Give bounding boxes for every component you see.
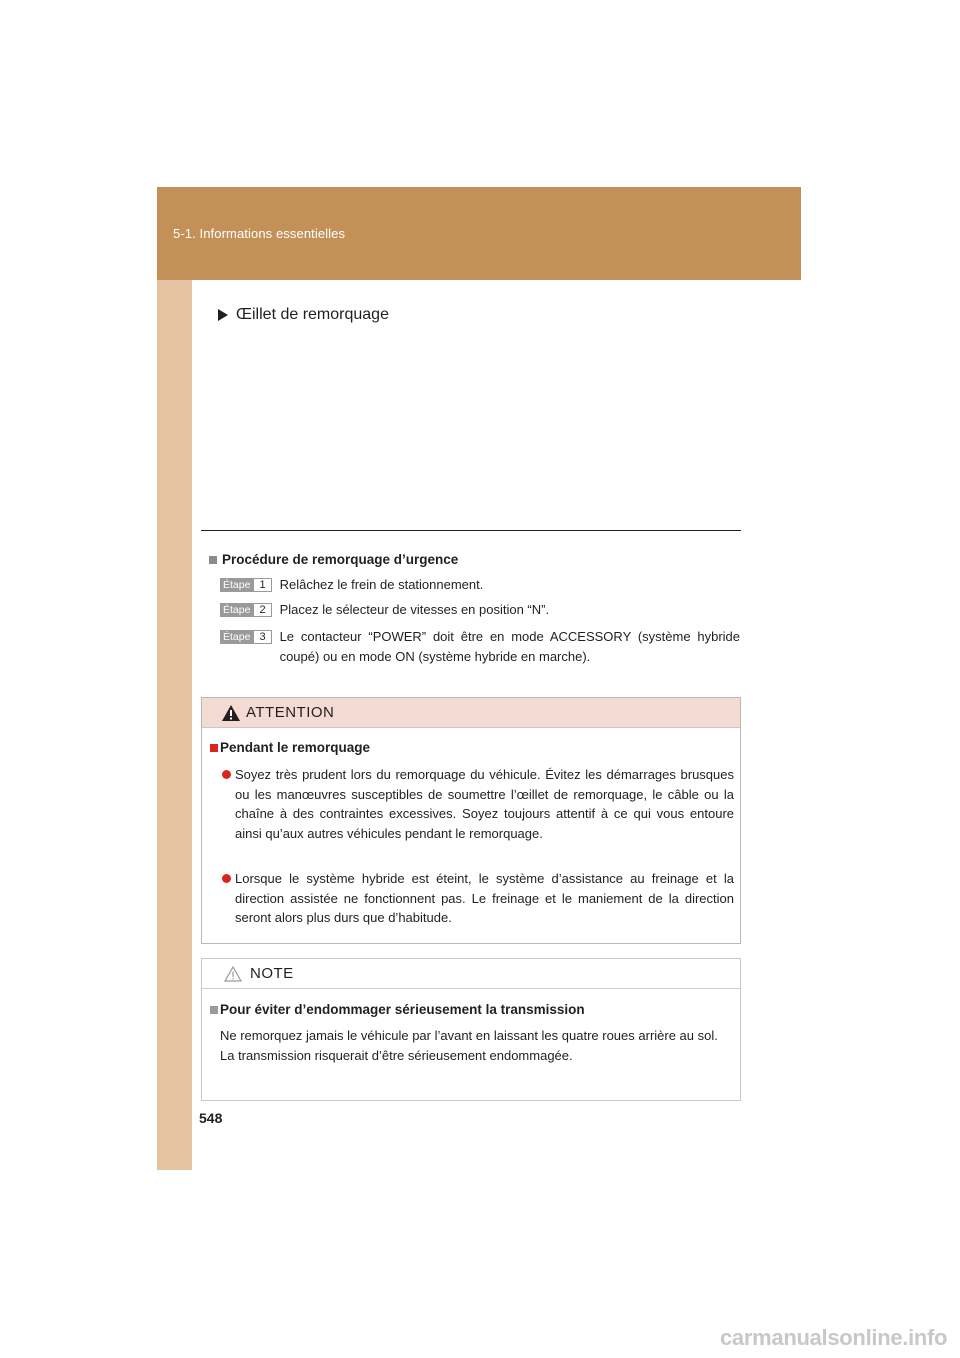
page-sidebar-band [157,187,192,1170]
note-header-text: NOTE [250,965,294,982]
procedure-title-text: Procédure de remorquage d’urgence [222,552,459,567]
page-number: 548 [199,1110,223,1126]
attention-header-text: ATTENTION [246,704,335,721]
step-number: 3 [253,630,271,644]
triangle-right-icon [218,309,228,321]
warning-triangle-outline-icon [224,966,242,982]
note-paragraph-2: La transmission risquerait d’être sérieusement endommagée. [220,1047,573,1063]
illustration-area [218,335,738,520]
step-label: Étape [220,578,253,592]
warning-triangle-icon [222,705,240,721]
attention-bullet-2 [222,869,734,928]
step-badge [220,630,272,644]
note-box [201,958,741,1101]
divider [201,530,741,531]
square-bullet-icon [209,556,217,564]
subheading-text: Œillet de remorquage [236,306,389,323]
note-subtitle [210,1002,585,1017]
square-bullet-icon [210,1006,218,1014]
bullet-text: Lorsque le système hybride est éteint, le système d’assistance au freinage et la direction assistée ne fonctionnent pas. Le freinage et le maniement de la direction seront alors plus durs que d’habitude. [235,871,734,925]
bullet-text: Soyez très prudent lors du remorquage du véhicule. Évitez les démarrages brusques ou les manœuvres susceptibles de soumettre l’œillet de remorquage, le câble ou la chaîne à des contraintes excessives. Soyez toujours attentif à ce qui vous entoure ainsi qu’aux autres véhicules pendant le remorquage. [235,767,734,841]
step-text: Le contacteur “POWER” doit être en mode ACCESSORY (système hybride coupé) ou en mode ON (système hybride en marche). [279,629,740,664]
step-label: Étape [220,603,253,617]
procedure-title [209,552,458,567]
step-text: Placez le sélecteur de vitesses en position “N”. [279,602,550,617]
step-badge [220,603,272,617]
step-3 [220,627,740,667]
attention-header [202,698,740,728]
bullet-dot-icon [222,874,231,883]
note-paragraph-1: Ne remorquez jamais le véhicule par l’avant en laissant les quatre roues arrière au sol. [220,1028,718,1043]
step-label: Étape [220,630,253,644]
attention-bullet-1 [222,765,734,843]
step-number: 1 [253,578,271,592]
step-text: Relâchez le frein de stationnement. [279,577,484,592]
note-subtitle-text: Pour éviter d’endommager sérieusement la transmission [220,1002,585,1017]
section-title: 5-1. Informations essentielles [173,226,346,241]
step-number: 2 [253,603,271,617]
step-1 [220,575,740,595]
step-badge [220,578,272,592]
watermark: carmanualsonline.info [720,1325,948,1350]
note-header [202,959,740,989]
subheading [218,306,389,324]
attention-subtitle-text: Pendant le remorquage [220,740,371,755]
square-bullet-icon [210,744,218,752]
note-paragraph [220,1026,734,1065]
step-2 [220,600,740,620]
attention-box [201,697,741,944]
attention-subtitle [210,740,370,755]
bullet-dot-icon [222,770,231,779]
